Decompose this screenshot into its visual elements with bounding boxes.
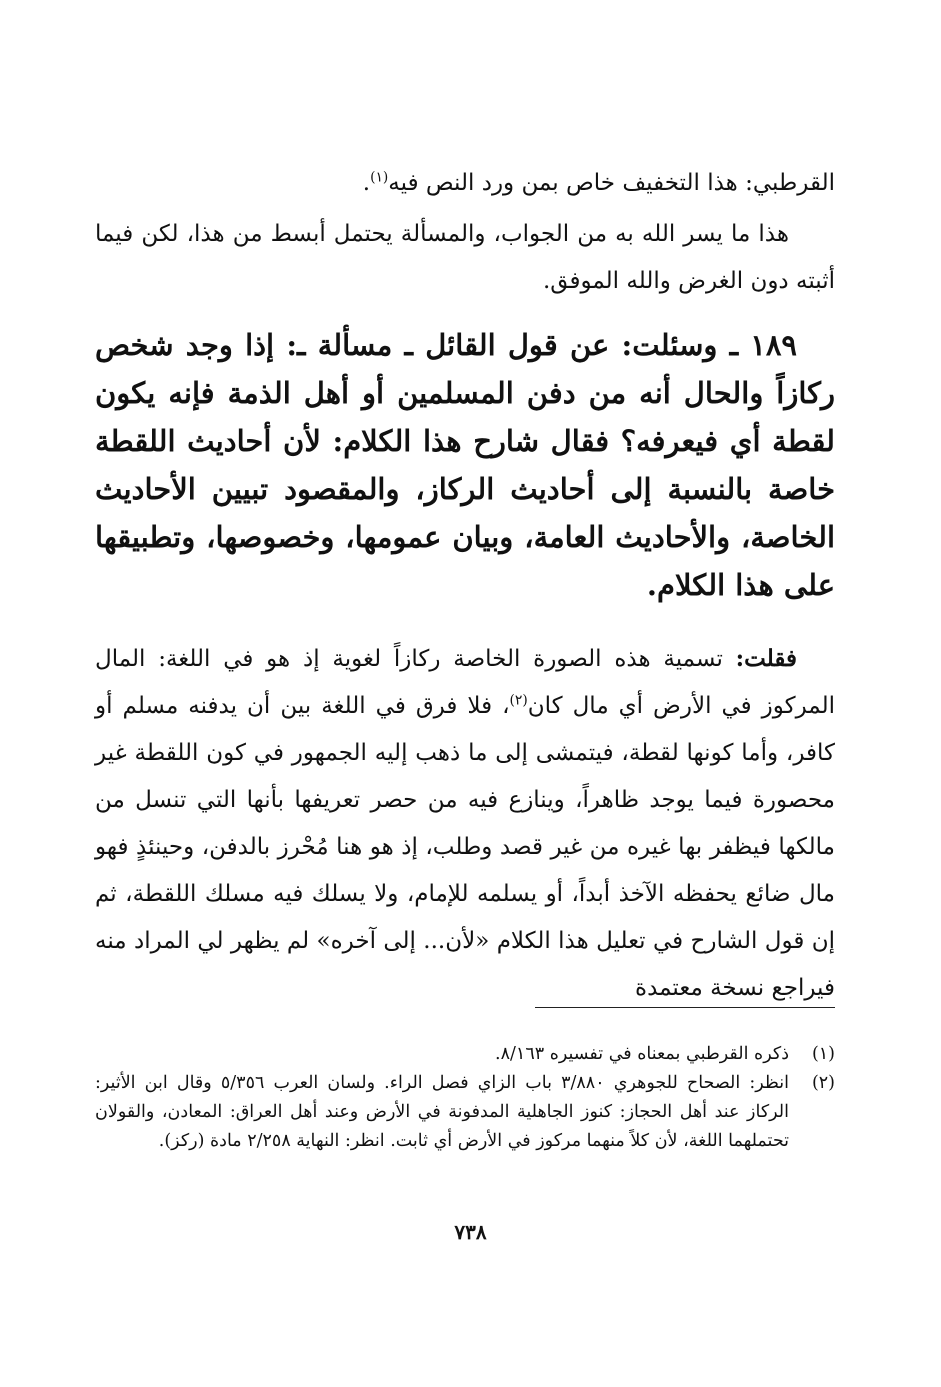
intro-line-1-end: .: [362, 170, 371, 196]
intro-line-1-text: القرطبي: هذا التخفيف خاص بمن ورد النص فيه: [388, 170, 835, 196]
footnote-text: انظر: الصحاح للجوهري ٣/٨٨٠ باب الزاي فصل الراء. ولسان العرب ٥/٣٥٦ وقال ابن الأثير: الركاز عند أهل الحجاز: كنوز الجاهلية المدفونة في الأرض وعند أهل العراق: المعادن، والقولان تحتملهما اللغة، لأن كلاً منهما مركوز في الأرض أي ثابت. انظر: النهاية ٢/٢٥٨ مادة (ركز).: [95, 1073, 790, 1151]
footnotes: [95, 1040, 835, 1156]
intro-paragraph-2: هذا ما يسر الله به من الجواب، والمسألة يحتمل أبسط من هذا، لكن فيما أثبته دون الغرض والله الموفق.: [95, 221, 835, 294]
answer-text-1: تسمية هذه الصورة الخاصة ركازاً لغوية إذ هو في اللغة: المال المركوز في الأرض أي مال كان: [95, 646, 835, 719]
answer-text-2: ، فلا فرق في اللغة بين أن يدفنه مسلم أو كافر، وأما كونها لقطة، فيتمشى إلى ما ذهب إليه الجمهور في كون اللقطة غير محصورة فيما يوجد ظاهراً، وينازع فيه من حصر تعريفها بأنها التي تنسل من مالكها فيظفر بها غيره من غير قصد وطلب، إذ هو هنا مُحْرز بالدفن، وحينئذٍ فهو مال ضائع يحفظه الآخذ أبداً، أو يسلمه للإمام، ولا يسلك فيه مسلك اللقطة، ثم إن قول الشارح في تعليل هذا الكلام «لأن... إلى آخره» لم يظهر لي المراد منه فيراجع نسخة معتمدة: [95, 693, 835, 1001]
footnote-2: [95, 1069, 835, 1156]
footnote-ref-2: (٢): [509, 692, 528, 709]
question-paragraph: ١٨٩ ـ وسئلت: عن قول القائل ـ مسألة ـ: إذا وجد شخص ركازاً والحال أنه من دفن المسلمين أو أهل الذمة فإنه يكون لقطة أي فيعرفه؟ فقال شارح هذا الكلام: لأن أحاديث اللقطة خاصة بالنسبة إلى أحاديث الركاز، والمقصود تبيين الأحاديث الخاصة، والأحاديث العامة، وبيان عمومها، وخصوصها، وتطبيقها على هذا الكلام.: [95, 328, 835, 602]
footnote-ref-1: (١): [370, 169, 389, 186]
main-text: [95, 160, 835, 1012]
footnote-number: (١): [811, 1044, 835, 1064]
footnote-divider: [535, 1007, 835, 1008]
answer-paragraph: [95, 635, 835, 1012]
answer-lead: فقلت:: [735, 645, 797, 672]
intro-paragraph-1: [95, 160, 835, 207]
footnote-text: ذكره القرطبي بمعناه في تفسيره ٨/١٦٣.: [495, 1044, 789, 1064]
footnote-number: (٢): [811, 1073, 835, 1093]
footnote-1: [95, 1040, 835, 1069]
page-number: ٧٣٨: [454, 1220, 487, 1244]
